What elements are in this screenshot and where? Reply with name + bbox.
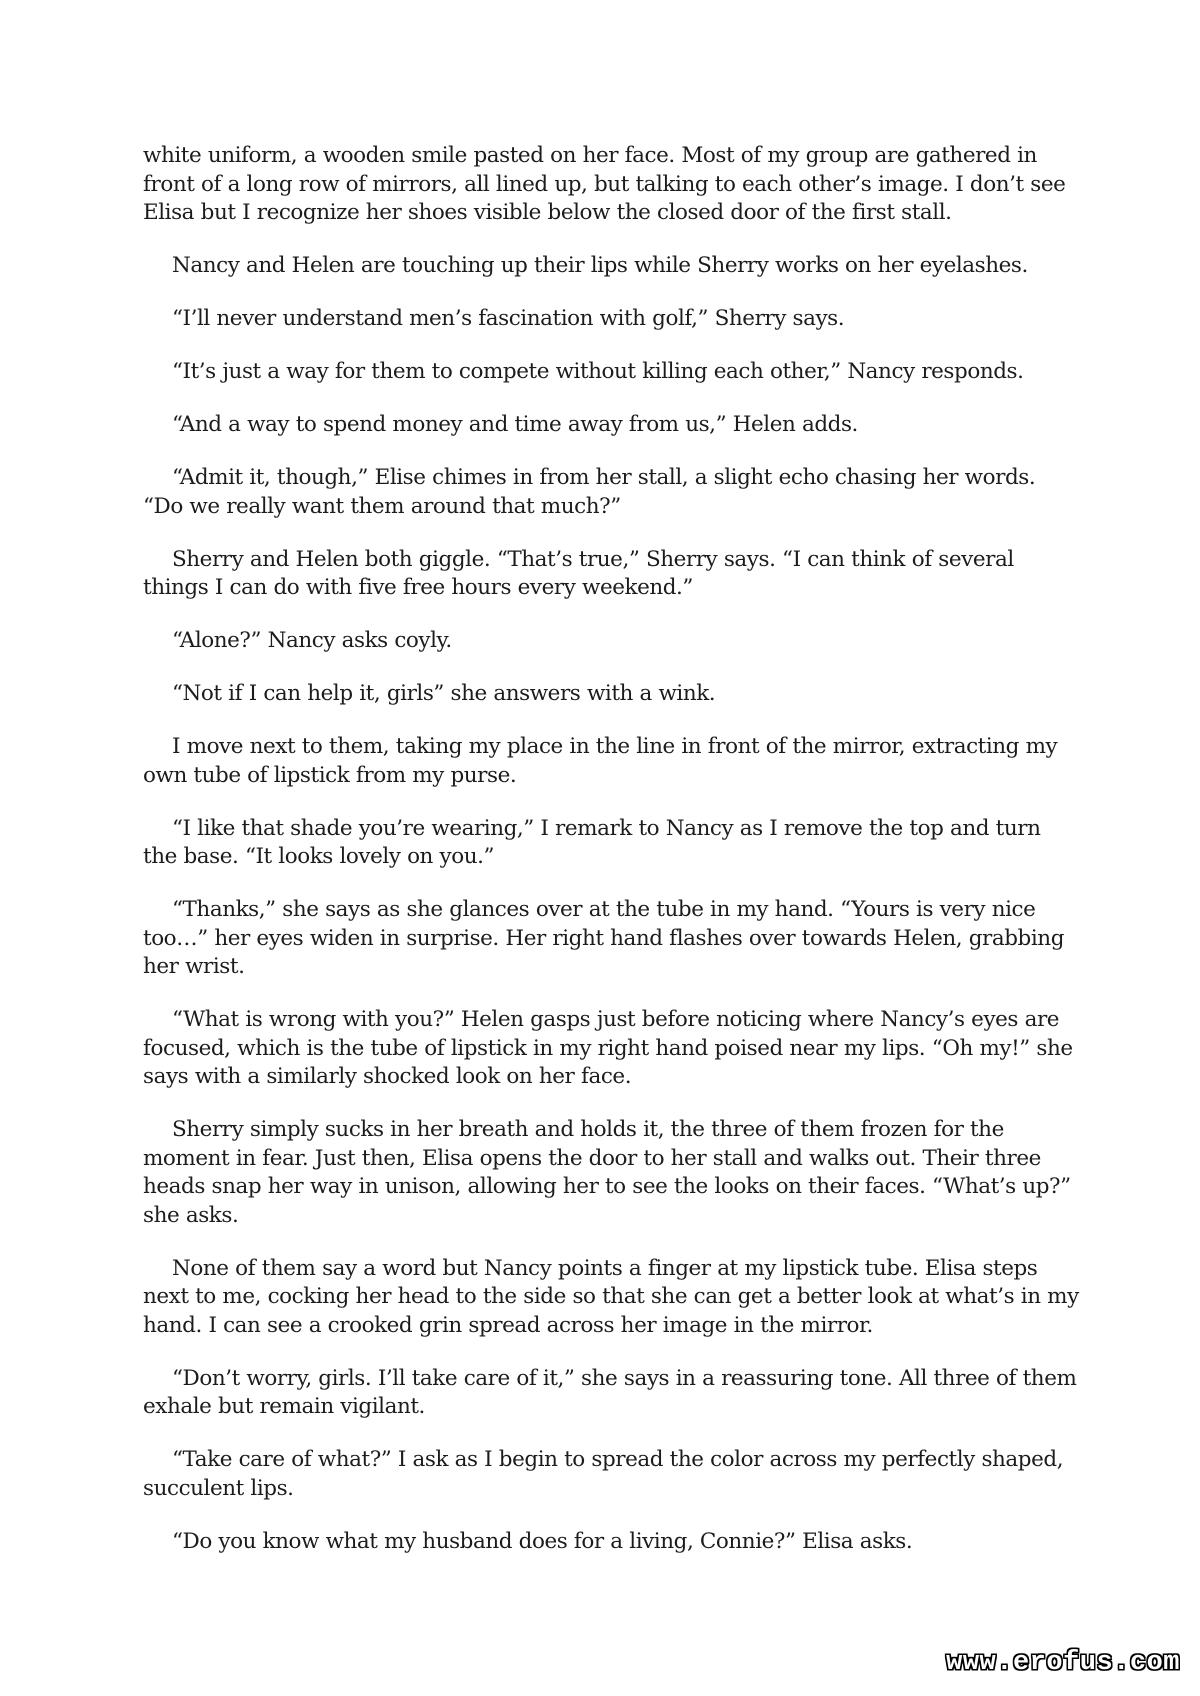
paragraph: Sherry and Helen both giggle. “That’s true,” Sherry says. “I can think of several things I can do with five free hours every weekend.” [143, 546, 1014, 600]
paragraph: Sherry simply sucks in her breath and holds it, the three of them frozen for the moment in fear. Just then, Elisa opens the door to her stall and walks out. Their three heads snap her way in unison, allowing her to see the looks on their faces. “What’s up?” she asks. [143, 1117, 1071, 1228]
paragraph: I move next to them, taking my place in the line in front of the mirror, extracting my own tube of lipstick from my purse. [143, 734, 1058, 788]
paragraph: “I like that shade you’re wearing,” I remark to Nancy as I remove the top and turn the base. “It looks lovely on you.” [143, 815, 1041, 869]
paragraph: “It’s just a way for them to compete without killing each other,” Nancy responds. [172, 359, 1024, 384]
paragraph: “And a way to spend money and time away from us,” Helen adds. [172, 412, 858, 437]
paragraph: “I’ll never understand men’s fascination with golf,” Sherry says. [172, 306, 845, 331]
site-watermark: www.erofus.com [946, 1648, 1180, 1678]
paragraph: “Alone?” Nancy asks coyly. [172, 628, 452, 653]
paragraph: Nancy and Helen are touching up their lips while Sherry works on her eyelashes. [172, 253, 1028, 278]
paragraph: “Thanks,” she says as she glances over at the tube in my hand. “Yours is very nice too…” her eyes widen in surprise. Her right hand flashes over towards Helen, grabbing her wrist. [143, 897, 1065, 979]
paragraph: “Take care of what?” I ask as I begin to spread the color across my perfectly shaped, succulent lips. [143, 1447, 1064, 1501]
paragraph: “Don’t worry, girls. I’ll take care of it,” she says in a reassuring tone. All three of them exhale but remain vigilant. [143, 1365, 1077, 1419]
paragraph: None of them say a word but Nancy points a finger at my lipstick tube. Elisa steps next to me, cocking her head to the side so that she can get a better look at what’s in my hand. I can see a crooked grin spread across her image in the mirror. [143, 1255, 1079, 1338]
paragraph: “Not if I can help it, girls” she answers with a wink. [172, 681, 716, 706]
story-text [143, 142, 1079, 1581]
paragraph: “Admit it, though,” Elise chimes in from her stall, a slight echo chasing her words. “Do we really want them around that much?” [143, 465, 1036, 519]
paragraph: “Do you know what my husband does for a living, Connie?” Elisa asks. [172, 1528, 913, 1554]
paragraph: white uniform, a wooden smile pasted on her face. Most of my group are gathered in front of a long row of mirrors, all lined up, but talking to each other’s image. I don’t see Elisa but I recognize her shoes visible below the closed door of the first stall. [143, 143, 1066, 225]
paragraph: “What is wrong with you?” Helen gasps just before noticing where Nancy’s eyes are focused, which is the tube of lipstick in my right hand poised near my lips. “Oh my!” she says with a similarly shocked look on her face. [143, 1007, 1073, 1089]
